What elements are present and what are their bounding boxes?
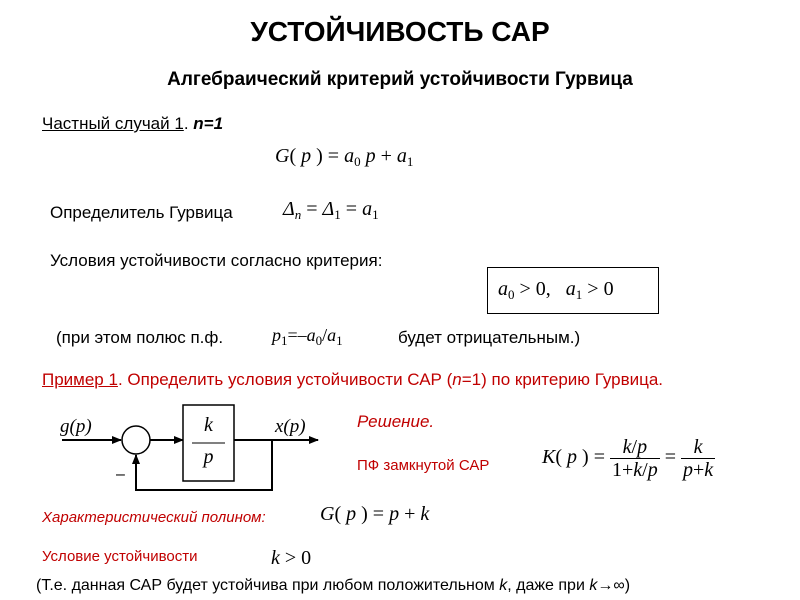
page-subtitle: Алгебраический критерий устойчивости Гурвица — [167, 69, 633, 90]
pole-formula: $p_1=-a_0/a_1$ — [272, 325, 343, 348]
closed-tf-label: ПФ замкнутой САР — [357, 457, 490, 474]
tf-fraction-1: $\frac{k/p}{1+k/p}$ — [611, 436, 658, 481]
char-poly-result: G( p ) = p + k — [320, 503, 430, 525]
summing-junction — [122, 426, 150, 454]
example-label: Пример 1 — [42, 370, 118, 389]
tf-fraction-2: $\frac{k}{p+k}$ — [682, 436, 714, 481]
conditions-label: Условия устойчивости согласно критерия: — [50, 251, 383, 270]
char-poly-formula: G( p ) = $a_0$ $p + a_1$ — [275, 145, 414, 169]
stability-label: Условие устойчивости — [42, 548, 198, 565]
block-denominator: p — [203, 446, 214, 468]
conditions-formula: $a_0 > 0$, $a_1 > 0$ — [498, 278, 614, 302]
char-poly-label: Характеристический полином: — [42, 509, 266, 526]
feedback-sign: – — [116, 466, 125, 483]
page-title: УСТОЙЧИВОСТЬ САР — [250, 16, 550, 47]
pole-note-before: (при этом полюс п.ф. — [56, 328, 224, 347]
stability-formula: k > 0 — [271, 547, 312, 569]
closed-tf-formula: K( p ) = $\frac{k/p}{1+k/p}$ = $\frac{k}{p+k}$ — [542, 436, 714, 481]
block-numerator: k — [204, 414, 213, 436]
output-label: x(p) — [275, 416, 306, 437]
input-label: g(p) — [60, 416, 92, 437]
pole-note-after: будет отрицательным.) — [398, 328, 581, 347]
hurwitz-label: Определитель Гурвица — [50, 203, 233, 222]
case-n: n=1 — [193, 114, 224, 133]
example-line: Пример 1. Определить условия устойчивости САР (n=1) по критерию Гурвица. — [42, 370, 664, 389]
case-dot: . — [183, 114, 189, 133]
infinity-arrow: →∞ — [597, 577, 625, 594]
footer-note: (Т.е. данная САР будет устойчива при любом положительном k, даже при k→∞) — [36, 577, 631, 594]
case-label: Частный случай 1 — [42, 114, 184, 133]
solution-title: Решение. — [357, 412, 435, 431]
hurwitz-formula: $\Delta_n = \Delta_1 = a_1$ — [283, 198, 379, 222]
